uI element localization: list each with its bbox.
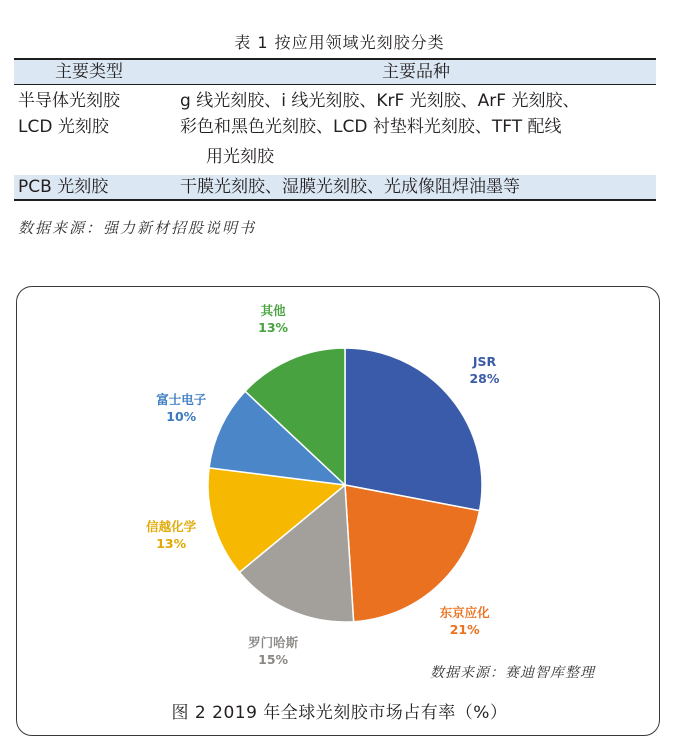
pie-label-value: 10% [166, 408, 197, 424]
pie-label-2 [238, 634, 308, 668]
table-row [14, 113, 656, 169]
table-bottom-rule [14, 199, 656, 201]
pie-label-value: 13% [156, 536, 187, 552]
figure-source: 数据来源：赛迪智库整理 [430, 665, 595, 681]
row-products-line: 彩色和黑色光刻胶、LCD 衬垫料光刻胶、TFT 配线 [180, 117, 562, 137]
figure-caption: 图 2 2019 年全球光刻胶市场占有率（%） [171, 703, 508, 723]
pie-label-value: 13% [258, 319, 289, 335]
table-header-row [14, 60, 656, 84]
row-type: 半导体光刻胶 [18, 91, 120, 111]
pie-label-name: 富士电子 [156, 391, 207, 407]
table-row [14, 85, 656, 113]
classification-table [14, 58, 656, 201]
pie-label-3 [136, 518, 206, 552]
pie-label-0 [449, 353, 519, 387]
pie-label-value: 15% [258, 652, 289, 668]
row-products: g 线光刻胶、i 线光刻胶、KrF 光刻胶、ArF 光刻胶、 [180, 91, 580, 111]
pie-label-value: 28% [469, 370, 500, 386]
table-title: 表 1 按应用领域光刻胶分类 [234, 33, 445, 52]
row-type: LCD 光刻胶 [18, 117, 109, 137]
pie-label-name: 东京应化 [439, 604, 490, 620]
table-source: 数据来源：强力新材招股说明书 [18, 219, 257, 237]
row-products-line: 用光刻胶 [206, 147, 274, 167]
row-products: 干膜光刻胶、湿膜光刻胶、光成像阻焊油墨等 [180, 177, 520, 197]
pie-chart-area [126, 302, 540, 668]
header-main-products: 主要品种 [382, 62, 450, 82]
pie-label-4 [146, 391, 216, 425]
header-main-type: 主要类型 [55, 62, 123, 82]
pie-label-name: 信越化学 [146, 519, 197, 535]
pie-label-name: JSR [472, 353, 497, 369]
pie-label-name: 罗门哈斯 [248, 635, 299, 651]
row-products [168, 115, 656, 169]
pie-label-name: 其他 [260, 302, 286, 318]
row-type: PCB 光刻胶 [18, 177, 109, 197]
pie-label-1 [430, 604, 500, 638]
table-row [14, 175, 656, 199]
pie-label-5 [238, 302, 308, 336]
pie-label-value: 21% [449, 621, 480, 637]
